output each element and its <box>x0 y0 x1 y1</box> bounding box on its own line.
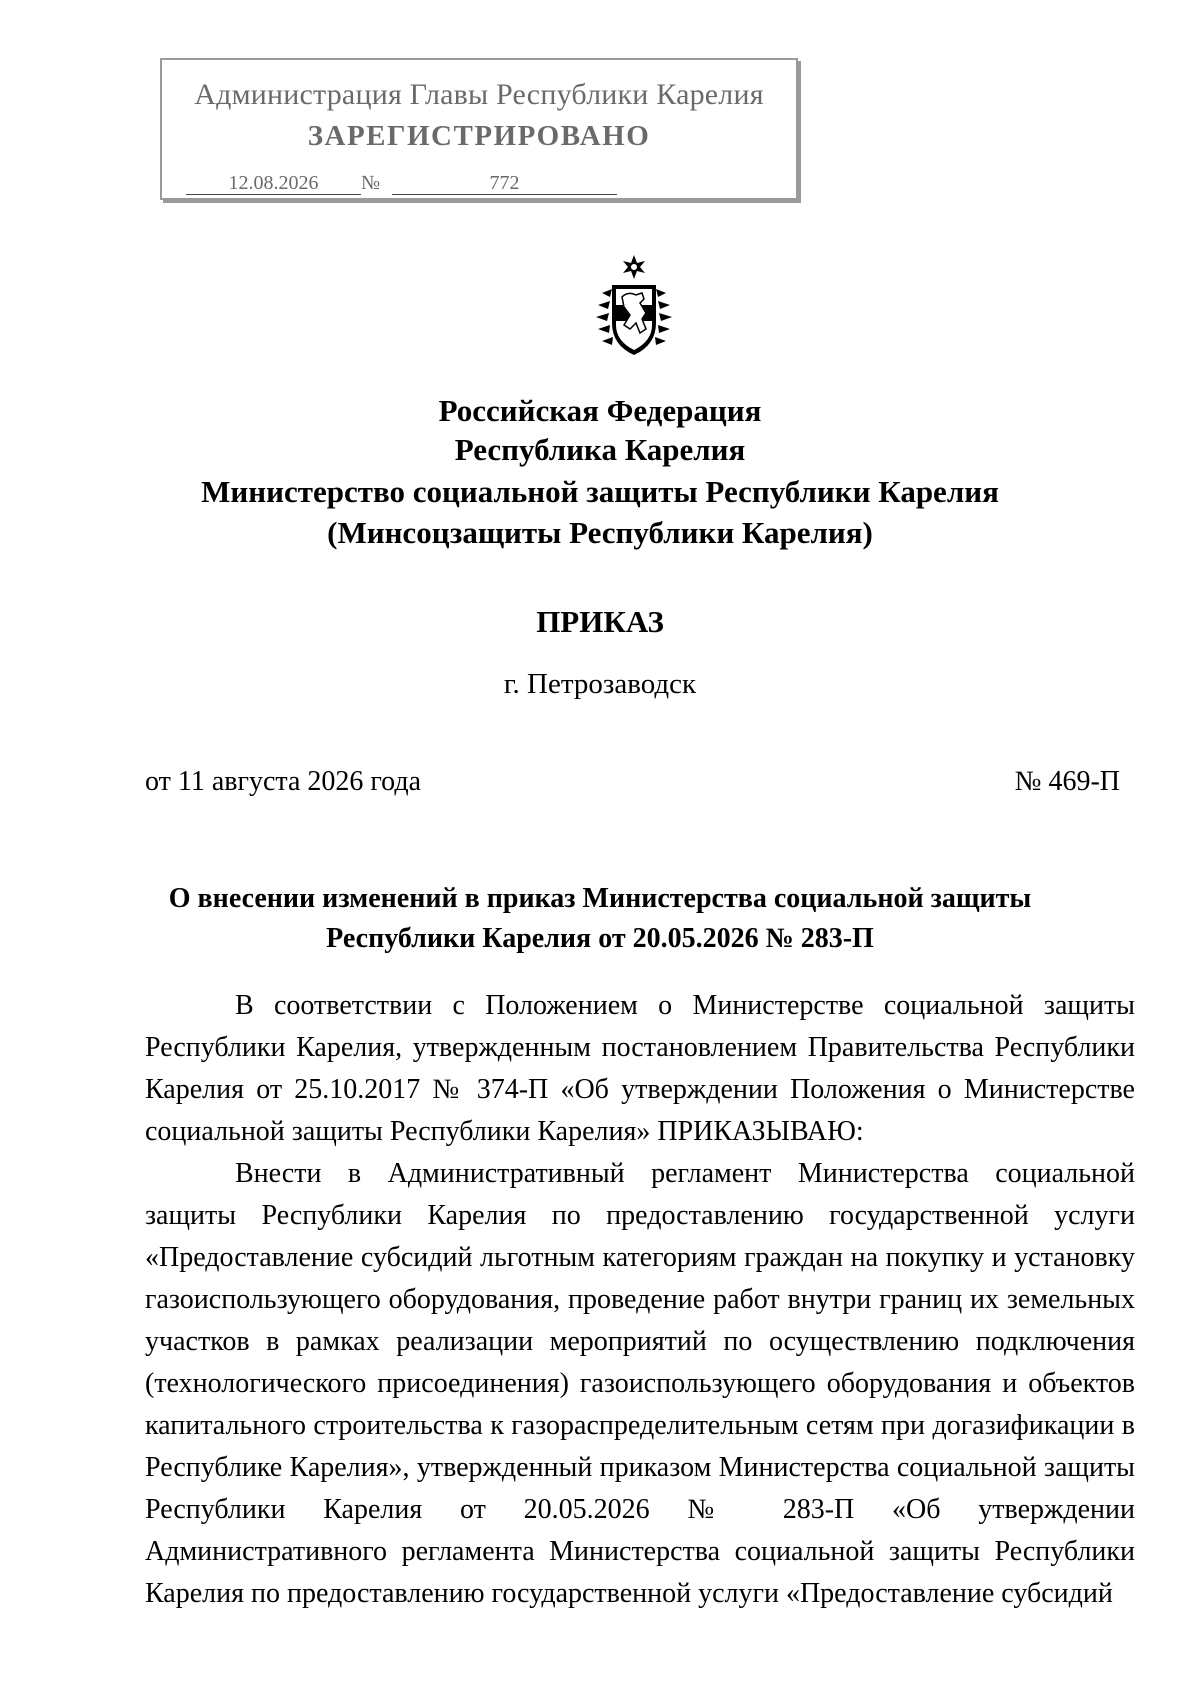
coat-of-arms-icon <box>584 253 684 363</box>
document-body <box>145 985 1135 1615</box>
stamp-number-sign: № <box>361 172 381 194</box>
header-region: Республика Карелия <box>454 432 746 467</box>
stamp-date: 12.08.2026 <box>186 172 361 195</box>
subject-line-2: Республики Карелия от 20.05.2026 № 283-П <box>326 923 874 954</box>
document-date: от 11 августа 2026 года <box>145 766 422 797</box>
header-ministry-short: (Минсоцзащиты Республики Карелия) <box>327 515 873 550</box>
subject-line-1: О внесении изменений в приказ Министерства социальной защиты <box>168 883 1032 914</box>
registration-stamp <box>160 58 798 200</box>
body-paragraph: Внести в Административный регламент Министерства социальной защиты Республики Карелия по предоставлению государственной услуги «Предоставление субсидий льготным категориям граждан на покупку и установку газоиспользующего оборудования, проведение работ внутри границ их земельных участков в рамках реализации мероприятий по осуществлению подключения (технологического присоединения) газоиспользующего оборудования и объектов капитального строительства к газораспределительным сетям при догазификации в Республике Карелия», утвержденный приказом Министерства социальной защиты Республики Карелия от 20.05.2026 № 283-П «Об утверждении Административного регламента Министерства социальной защиты Республики Карелия по предоставлению государственной услуги «Предоставление субсидий <box>145 1158 1135 1609</box>
stamp-organization: Администрация Главы Республики Карелия <box>194 78 764 111</box>
header-ministry: Министерство социальной защиты Республики Карелия <box>201 474 999 509</box>
document-number: № 469-П <box>1014 766 1120 797</box>
stamp-status: ЗАРЕГИСТРИРОВАНО <box>307 120 651 152</box>
body-paragraph: В соответствии с Положением о Министерстве социальной защиты Республики Карелия, утвержденным постановлением Правительства Республики Карелия от 25.10.2017 № 374-П «Об утверждении Положения о Министерстве социальной защиты Республики Карелия» ПРИКАЗЫВАЮ: <box>145 990 1135 1147</box>
stamp-number: 772 <box>392 172 617 195</box>
document-type: ПРИКАЗ <box>536 604 664 639</box>
header-country: Российская Федерация <box>438 393 762 428</box>
city: г. Петрозаводск <box>503 668 697 700</box>
